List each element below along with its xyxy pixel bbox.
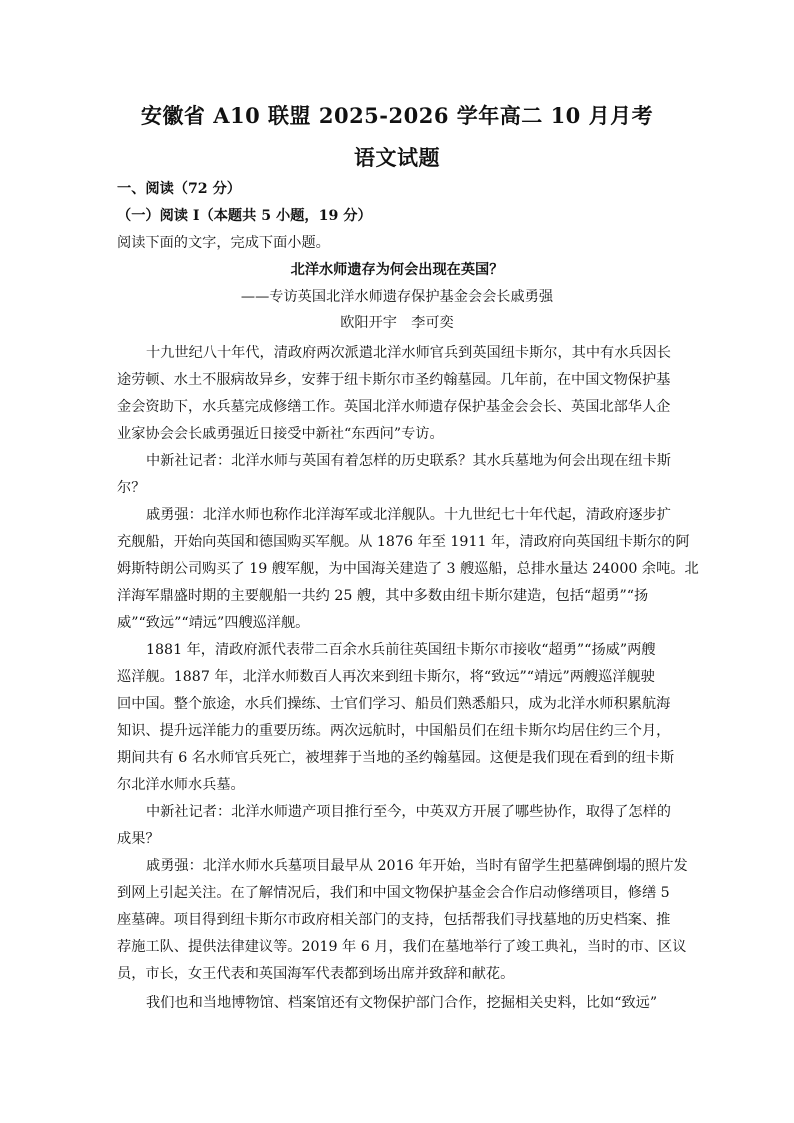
paragraph-line: 途劳顿、水土不服病故异乡，安葬于纽卡斯尔市圣约翰墓园。几年前，在中国文物保护基 <box>117 372 671 388</box>
paragraph-line: 到网上引起关注。在了解情况后，我们和中国文物保护基金会合作启动修缮项目，修缮 5 <box>117 885 670 901</box>
article-title: 北洋水师遗存为何会出现在英国？ <box>290 262 504 278</box>
paragraph-line: 戚勇强：北洋水师水兵墓项目最早从 2016 年开始，当时有留学生把墓碑倒塌的照片发 <box>146 858 688 874</box>
paragraph-line: 1881 年，清政府派代表带二百余水兵前往英国纽卡斯尔市接收“超勇”“扬威”两艘 <box>146 642 656 658</box>
section-subheading: （一）阅读 I（本题共 5 小题，19 分） <box>117 208 372 224</box>
paragraph-line: 洋海军鼎盛时期的主要舰船一共约 25 艘，其中多数由纽卡斯尔建造，包括“超勇”“扬 <box>117 588 649 604</box>
paragraph-line: 尔北洋水师水兵墓。 <box>117 777 245 793</box>
paragraph-line: 荐施工队、提供法律建议等。2019 年 6 月，我们在墓地举行了竣工典礼，当时的市、区议 <box>117 939 687 955</box>
paragraph-line: 我们也和当地博物馆、档案馆还有文物保护部门合作，挖掘相关史料，比如“致远” <box>146 995 658 1011</box>
paragraph-line: 姆斯特朗公司购买了 19 艘军舰，为中国海关建造了 3 艘巡船，总排水量达 24000 余吨。北 <box>117 561 699 577</box>
section-instruction: 阅读下面的文字，完成下面小题。 <box>117 235 330 251</box>
exam-title: 安徽省 A10 联盟 2025-2026 学年高二 10 月月考 <box>140 103 654 128</box>
paragraph-line: 成果？ <box>117 831 160 847</box>
paragraph-line: 戚勇强：北洋水师也称作北洋海军或北洋舰队。十九世纪七十年代起，清政府逐步扩 <box>146 507 671 523</box>
article-subtitle: ——专访英国北洋水师遗存保护基金会会长戚勇强 <box>240 289 554 305</box>
paragraph-line: 中新社记者：北洋水师遗产项目推行至今，中英双方开展了哪些协作，取得了怎样的 <box>146 804 671 820</box>
paragraph-line: 尔？ <box>117 480 146 496</box>
article-authors: 欧阳开宇 李可奕 <box>340 315 454 331</box>
paragraph-line: 期间共有 6 名水师官兵死亡，被埋葬于当地的圣约翰墓园。这便是我们现在看到的纽卡斯 <box>117 750 675 766</box>
paragraph-line: 中新社记者：北洋水师与英国有着怎样的历史联系？其水兵墓地为何会出现在纽卡斯 <box>146 453 671 469</box>
paragraph-line: 员，市长，女王代表和英国海军代表都到场出席并致辞和献花。 <box>117 966 515 982</box>
section-heading: 一、阅读（72 分） <box>117 181 241 197</box>
paragraph-line: 充舰船，开始向英国和德国购买军舰。从 1876 年至 1911 年，清政府向英国纽卡斯尔的阿 <box>117 534 690 550</box>
exam-subtitle: 语文试题 <box>354 145 440 170</box>
paragraph-line: 十九世纪八十年代，清政府两次派遣北洋水师官兵到英国纽卡斯尔，其中有水兵因长 <box>146 345 671 361</box>
paragraph-line: 知识、提升远洋能力的重要历练。两次远航时，中国船员们在纽卡斯尔均居住约三个月， <box>117 723 671 739</box>
paragraph-line: 巡洋舰。1887 年，北洋水师数百人再次来到纽卡斯尔，将“致远”“靖远”两艘巡洋舰驶 <box>117 669 655 685</box>
paragraph-line: 威”“致远”“靖远”四艘巡洋舰。 <box>117 615 310 631</box>
paragraph-line: 业家协会会长戚勇强近日接受中新社“东西问”专访。 <box>117 426 444 442</box>
paragraph-line: 金会资助下，水兵墓完成修缮工作。英国北洋水师遗存保护基金会会长、英国北部华人企 <box>117 399 671 415</box>
paragraph-line: 座墓碑。项目得到纽卡斯尔市政府相关部门的支持，包括帮我们寻找墓地的历史档案、推 <box>117 912 671 928</box>
paragraph-line: 回中国。整个旅途，水兵们操练、士官们学习、船员们熟悉船只，成为北洋水师积累航海 <box>117 696 671 712</box>
